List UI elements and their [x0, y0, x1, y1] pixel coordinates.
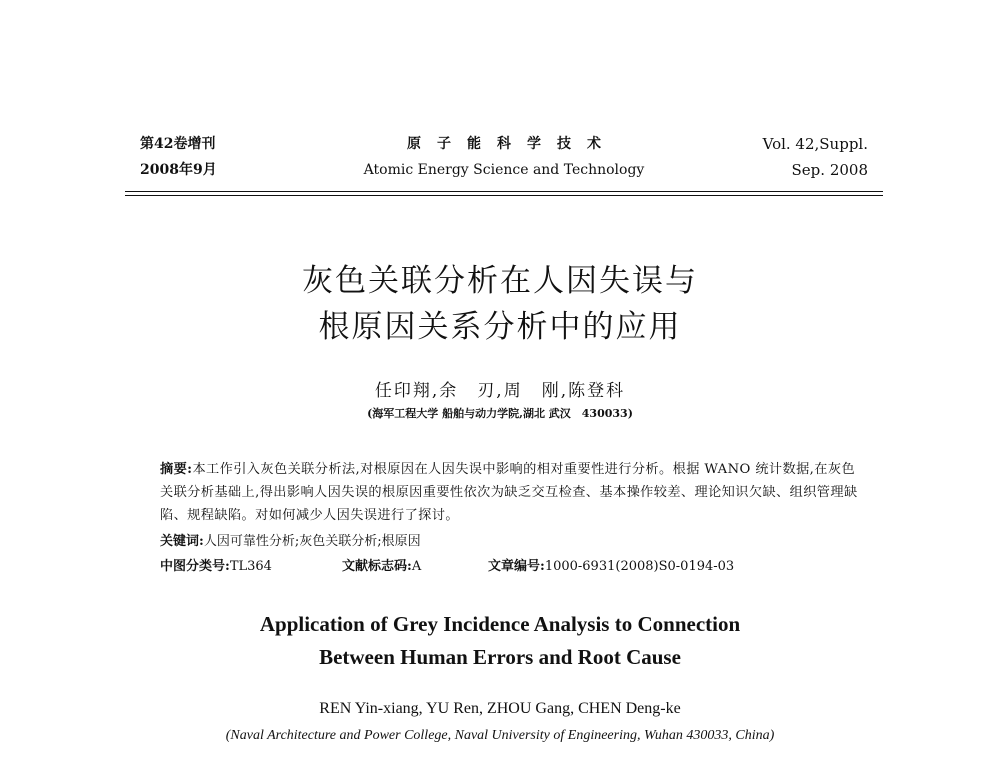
- article-number: [488, 557, 734, 577]
- title-cn-line-1: 灰色关联分析在人因失误与: [302, 263, 698, 299]
- clc-value: TL364: [229, 559, 272, 574]
- abstract-text: 本工作引入灰色关联分析法,对根原因在人因失误中影响的相对重要性进行分析。根据 WANO 统计数据,在灰色关联分析基础上,得出影响人因失误的根原因重要性依次为缺乏交互检查、基本操作较差、理论知识欠缺、组织管理缺陷、规程缺陷。对如何减少人因失误进行了探讨。: [160, 462, 858, 523]
- title-cn-line-2: 根原因关系分析中的应用: [318, 309, 682, 345]
- keywords-text: 人因可靠性分析;灰色关联分析;根原因: [203, 534, 421, 549]
- affiliation-en: (Naval Architecture and Power College, Naval University of Engineering, Wuhan 430033, China): [225, 728, 775, 743]
- authors-en: REN Yin-xiang, YU Ren, ZHOU Gang, CHEN Deng-ke: [319, 700, 681, 717]
- journal-header: [140, 131, 868, 187]
- issue-date-en: Sep. 2008: [791, 161, 868, 179]
- affiliation-cn: (海军工程大学 船舶与动力学院,湖北 武汉 430033): [367, 407, 633, 420]
- doc-code-value: A: [411, 559, 422, 574]
- journal-name: [140, 131, 868, 183]
- title-en-line-1: Application of Grey Incidence Analysis to Connection: [259, 612, 741, 636]
- clc-number: [160, 557, 272, 577]
- article-number-value: 1000-6931(2008)S0-0194-03: [544, 559, 735, 574]
- authors-cn: 任印翔,余 刃,周 刚,陈登科: [374, 381, 626, 401]
- keywords-label: 关键词:: [160, 534, 204, 549]
- issue-date-cn: 2008年9月: [140, 162, 217, 178]
- document-code: [342, 557, 421, 577]
- volume-issue-en: [763, 131, 868, 183]
- header-rule-thin: [125, 195, 883, 196]
- doc-code-label: 文献标志码:: [342, 559, 412, 574]
- paper-title-cn: [0, 258, 1000, 350]
- title-en-line-2: Between Human Errors and Root Cause: [319, 645, 681, 669]
- abstract-cn: [160, 458, 860, 527]
- abstract-label: 摘要:: [160, 462, 193, 477]
- header-rule-thick: [125, 191, 883, 192]
- journal-name-cn: 原子能科学技术: [407, 136, 617, 152]
- keywords-cn: [160, 532, 860, 552]
- journal-name-en: Atomic Energy Science and Technology: [363, 162, 645, 178]
- volume-label-en: Vol. 42,Suppl.: [762, 135, 868, 153]
- paper-title-en: [0, 608, 1000, 674]
- clc-label: 中图分类号:: [160, 559, 230, 574]
- volume-label: 第42卷增刊: [140, 136, 216, 152]
- article-number-label: 文章编号:: [488, 559, 545, 574]
